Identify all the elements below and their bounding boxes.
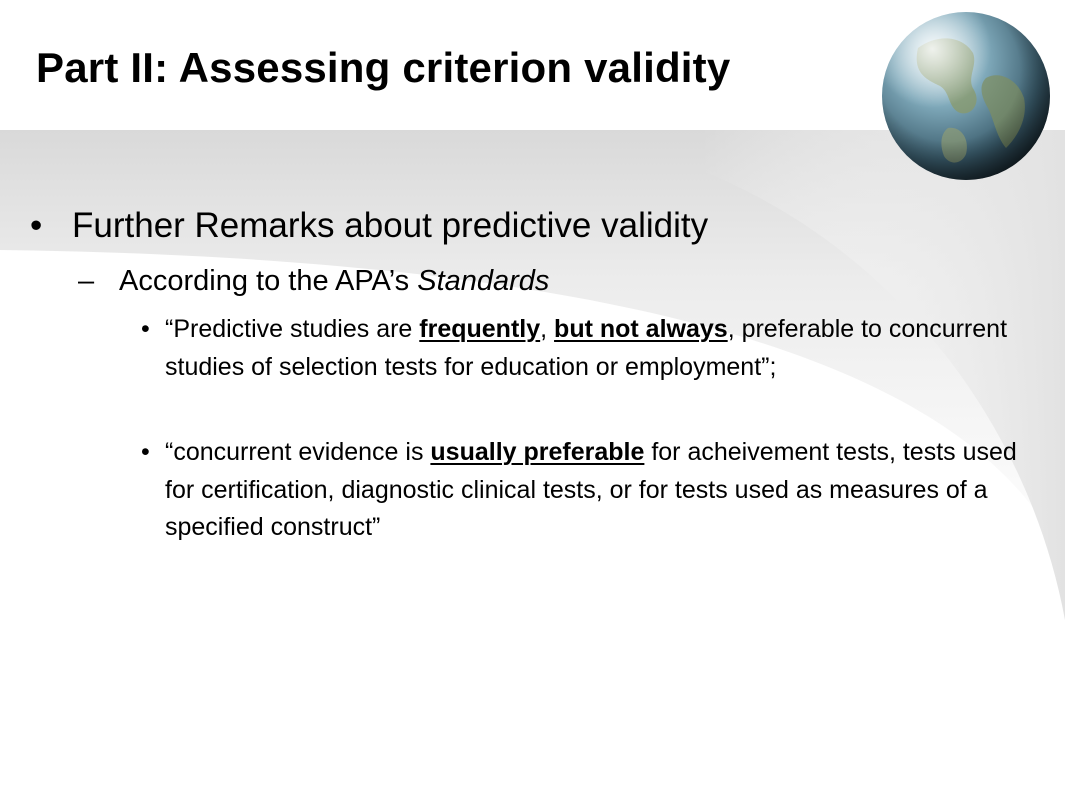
emphasis-usually-preferable: usually preferable xyxy=(430,438,645,466)
bullet-level3-text xyxy=(165,434,1025,547)
bullet-dash: – xyxy=(78,265,95,297)
emphasis-but-not-always: but not always xyxy=(554,315,728,343)
quote-text: “Predictive studies are xyxy=(165,315,420,343)
quote-text: , xyxy=(540,315,555,343)
slide-title: Part II: Assessing criterion validity xyxy=(36,44,731,91)
bullet-dot: • xyxy=(30,206,43,245)
bullet-level1-text: Further Remarks about predictive validity xyxy=(72,206,709,245)
quote-text: for acheivement tests, tests used for certification, diagnostic clinical tests, or for tests used as measures of a specified construct” xyxy=(165,438,1017,541)
bullet-level3-text xyxy=(165,311,1025,386)
bullet-dot: • xyxy=(141,315,150,343)
bullet-dot: • xyxy=(141,438,150,466)
emphasis-frequently: frequently xyxy=(419,315,541,343)
bullet-level3-predictive xyxy=(141,311,1025,386)
quote-text: “concurrent evidence is xyxy=(165,438,431,466)
bullet-level2-text: According to the APA’s xyxy=(119,265,418,297)
bullet-level3-concurrent xyxy=(141,434,1025,547)
quote-text: , preferable to concurrent studies of selection tests for education or employment”; xyxy=(165,315,1008,381)
bullet-level1 xyxy=(30,202,708,250)
bullet-level2-italic: Standards xyxy=(417,265,550,297)
bullet-level2 xyxy=(78,262,549,300)
globe-image xyxy=(878,8,1054,184)
